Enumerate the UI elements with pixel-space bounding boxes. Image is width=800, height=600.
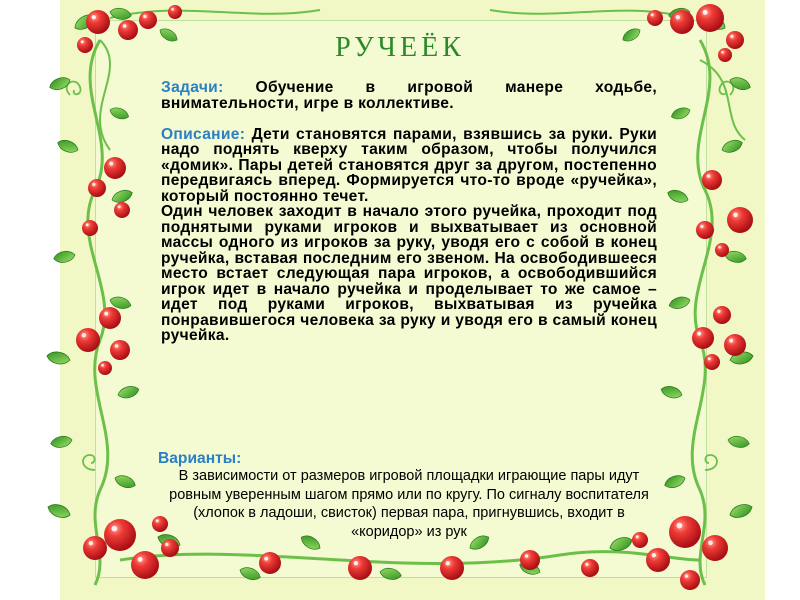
variants-label: Варианты: <box>158 450 242 467</box>
description-label: Описание: <box>161 125 246 143</box>
variants-text: В зависимости от размеров игровой площадки играющие пары идут ровным уверенным шагом прямо или по кругу. По сигналу воспитателя (хлопок в ладоши, свисток) первая пара, пригнувшись, входит в «коридор» из рук <box>169 468 649 540</box>
variants-section <box>158 451 660 541</box>
description-paragraph-2 <box>161 204 657 344</box>
page-title: РУЧЕЁК <box>335 32 465 63</box>
game-description <box>161 80 657 344</box>
tasks-text: Обучение в игровой манере ходьбе, внимательности, игре в коллективе. <box>161 79 657 112</box>
tasks-paragraph <box>161 80 657 111</box>
description-paragraph <box>161 127 657 205</box>
description-text-1: Дети становятся парами, взявшись за руки. Руки надо поднять кверху таким образом, чтобы получился «домик». Пары детей становятся друг за другом, постепенно передвигаясь вперед. Формируется что-то вроде «ручейка», который постоянно течет. <box>161 125 657 205</box>
tasks-label: Задачи: <box>161 79 224 96</box>
description-text-2: Один человек заходит в начало этого ручейка, проходит под поднятыми руками игроков и выхватывает из основной массы одного из игроков за руку, уводя его с собой в конец ручейка, вставая последним его звеном. На освободившееся место встает следующая пара игроков, а освободившийся игрок идет в начало ручейка и проделывает то же самое – идет под руками игроков, выхватывая из ручейка понравившегося человека за руку и уводя его в самый конец ручейка. <box>161 203 657 344</box>
